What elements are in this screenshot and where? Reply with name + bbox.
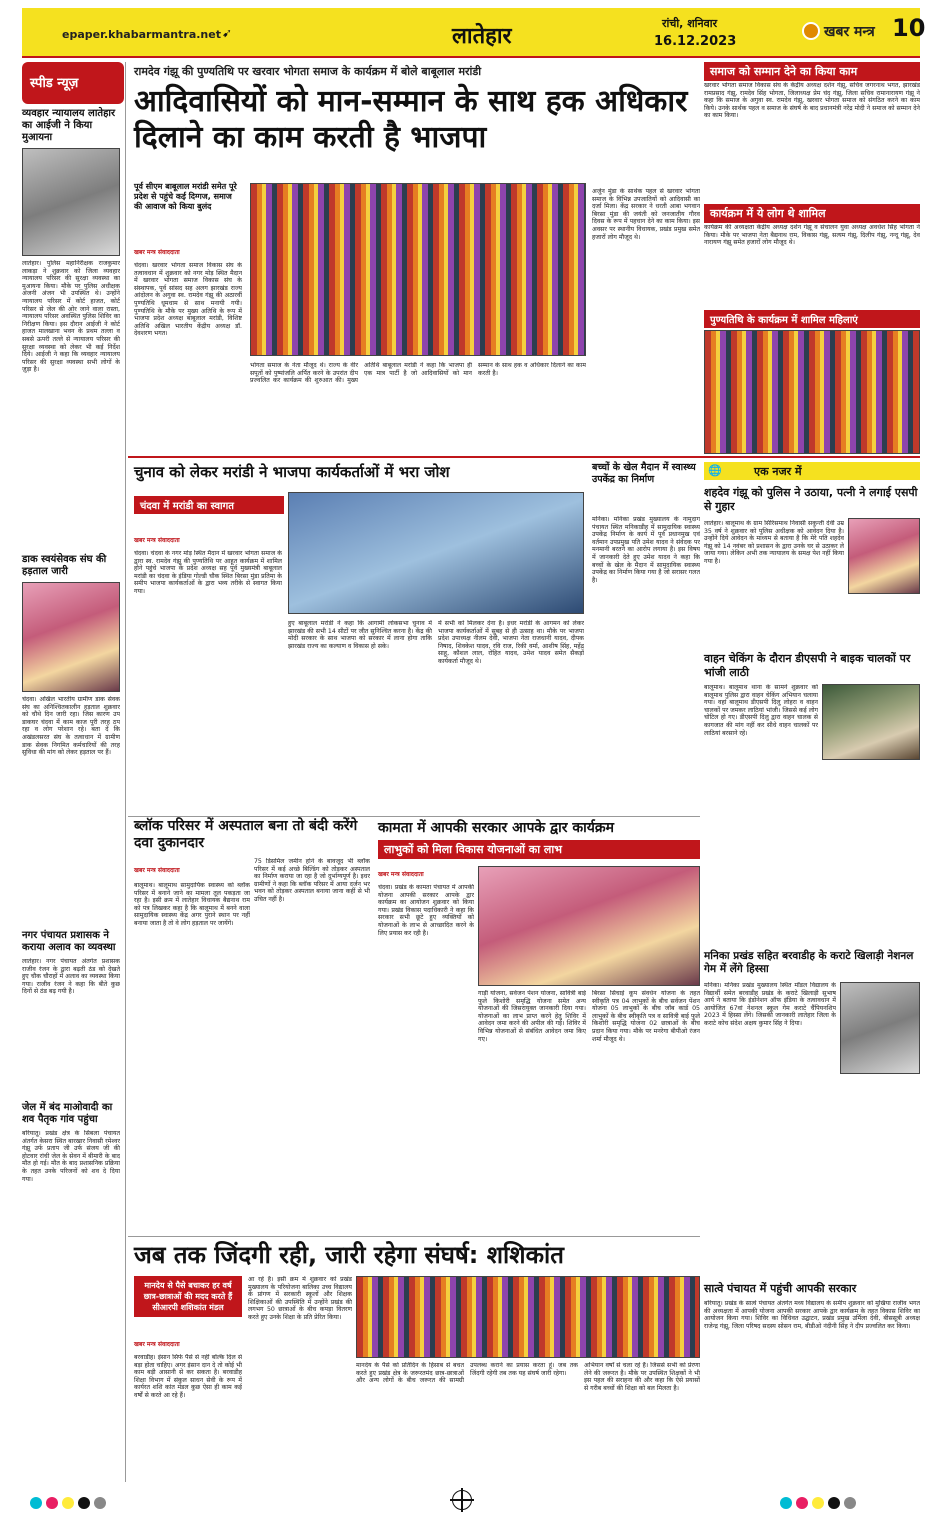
story5-headline: कामता में आपकी सरकार आपके द्वार कार्यक्रम	[378, 820, 614, 836]
left-headline-4: जेल में बंद माओवादी का शव पैतृक गांव पहुंचा	[22, 1102, 113, 1125]
section-rule-2	[128, 816, 700, 817]
story3-body: मनिका। मनिका प्रखंड मुख्यालय के नामुदाग पंचायत स्थित मनिकाडीह में सामुदायिक स्वास्थ्य उपकेंद्र निर्माण के कार्य में पूर्व प्रधानमुख एवं वर्तमान उपप्रमुख पति उमेश यादव ने संवेदक पर मनमानी बरतने का आरोप लगाया है। इस विषय में जानकारी देते हुए उमेश यादव ने कहा कि बच्चों के खेल के मैदान में सामुदायिक स्वास्थ्य उपकेंद्र का निर्माण किया गया है जो सरासर गलत है।	[592, 516, 700, 584]
right-banner-1: समाज को सम्मान देने का किया काम	[704, 62, 920, 81]
ek-nazar-headline-3: मनिका प्रखंड सहित बरवाडीह के कराटे खिलाड़ी नेशनल गेम में लेंगे हिस्सा	[704, 950, 914, 975]
karate-players-photo	[840, 982, 920, 1074]
footer-color-marks-right	[780, 1494, 860, 1513]
story6-body-4: अभियान वर्षों से चला रहे हैं। जिससे सभी को प्रेरणा लेने की जरूरत है। मौके पर उपस्थित शिक्षकों ने भी इस पहल की सराहना की और कहा कि ऐसे प्रयासों से गरीब बच्चों की शिक्षा को बल मिलता है।	[584, 1362, 700, 1392]
left-headline-3: नगर पंचायत प्रशासक ने कराया अलाव का व्यवस्था	[22, 930, 116, 953]
column-divider	[125, 62, 126, 1482]
issue-date: 16.12.2023	[654, 34, 737, 49]
ig-inspection-photo	[22, 148, 120, 256]
story6-body-1: बरवाडीह। इंसान सिर्फ पैसे से नहीं बल्कि दिल से बड़ा होता चाहिए। अगर इंसान दान दे तो कोई भी काम बड़ी आसानी से कर सकता है। बरवाडीह शिक्षा विभाग में संकुल साधन सेवी के रूप में कार्यरत शशि कांत मंडल कुछ ऐसा ही काम कई वर्षों से करते आ रहे हैं।	[134, 1354, 242, 1399]
story2-banner: चंदवा में मरांडी का स्वागत	[134, 496, 284, 514]
story6-headline: जब तक जिंदगी रही, जारी रहेगा संघर्ष: शशिकांत	[134, 1241, 564, 1269]
story3-headline: बच्चों के खेल मैदान में स्वास्थ्य उपकेंद्र का निर्माण	[592, 462, 696, 485]
ek-nazar-story-1: लातेहार। बालूमाथ के ग्राम सिरिसमाथ निवासी सकुन्ती देवी उम्र 35 वर्ष ने शुक्रवार को पुलिस अधीक्षक को आवेदन दिया है। उन्होंने दिये आवेदन के माध्यम से बताया है कि मेरे पति शहदेव गंझू को 14 नवंबर को प्रशासन के द्वारा उनके घर से उठाकर ले जाया गया। लेकिन अभी तक न्यायालय के समक्ष पेश नहीं किया गया है।	[704, 520, 844, 565]
footer-color-marks	[30, 1494, 110, 1513]
lead-headline: आदिवासियों को मान-सम्मान के साथ हक अधिकार दिलाने का काम करती है भाजपा	[134, 84, 688, 155]
masthead	[22, 8, 926, 58]
left-story-4: बरियातू। प्रखंड क्षेत्र के सिबला पंचायत अंतर्गत केसरा स्थित बारखार निवासी रमेश्वर गंझू उर्फ प्रताप जी उर्फ संजय जी की होटवार रांची जेल के सेवन में बीमारी के बाद मौत हो गई। मौत के बाद प्रशासनिक प्रक्रिया के तहत उनके परिजनों को शव दे दिया गया।	[22, 1130, 120, 1183]
story5-body-3: बिरसा सिंचाई कूप संवर्धन योजना के तहत स्वीकृति पत्र 04 लाभुकों के बीच सर्वजन पेंशन योजना 05 लाभुकों के बीच जॉब कार्ड 05 लाभुकों के बीच स्वीकृति पत्र व सावित्री बाई फुले किशोरी समृद्धि योजना 02 छात्राओं के बीच प्रदान किया गया। मौके पर मनरेगा बीपीओ रंजन शर्मा मौजूद थे।	[592, 990, 700, 1043]
postal-strike-photo	[22, 582, 120, 692]
vehicle-check-photo	[822, 684, 920, 760]
story4-body-1: बालूमाथ। बालूमाथ सामुदायिक स्वास्थ्य को ब्लॉक परिसर में बनाने जाने का मामला तूल पकड़ता जा रहा है। इसी क्रम में लातेहार विधायक बैद्यनाथ राम को पत्र लिखकर कहा है कि बालूमाथ में बनने वाला सामुदायिक स्वास्थ्य केंद्र अगर पुराने स्थान पर नहीं बनाया जाता है तो वे लोग हड़ताल पर जायेंगे।	[134, 882, 250, 927]
shashikant-event-photo	[356, 1276, 700, 1358]
story4-body-2: 75 डिसमिल जमीन होने के बावजूद भी ब्लॉक परिसर में कई अच्छे बिल्डिंग को तोड़कर अस्पताल का निर्माण कराया जा रहा है जो दुर्भाग्यपूर्ण है। इधर ग्रामीणों ने कहा कि ब्लॉक परिसर में आया दर्जन भर भवन को तोड़कर अस्पताल बनाया जाना कहीं से भी उचित नहीं है।	[254, 858, 370, 903]
page-number: 10	[892, 14, 926, 42]
story2-body-1: चंदवा। चंदवा के नगर मोड़ स्थित मैदान में खरवार भोगता समाज के द्वारा स्व. रामदेव गंझू की पुण्यतिथि पर आहूत कार्यक्रम में शामिल होने पहुंचे भाजपा के प्रदेश अध्यक्ष सह पूर्व मुख्यमंत्री बाबूलाल मरांडी का चंदवा के इंडिया गोल्डी चौक स्थित बिरसा मुंडा प्रतिमा के समीप भाजपा कार्यकर्ताओं के द्वारा भव्य तरीके से स्वागत किया गया।	[134, 550, 282, 595]
story5-byline: खबर मन्त्र संवाददाता	[378, 871, 424, 878]
lead-body-2: भोगता समाज के नेता मौजूद थे। राज्य के वीर सपूतों को पुष्पांजलि अर्पित करने के उपरांत दीप प्रज्वलित कर कार्यक्रम की शुरुआत की। मुख्य अतिथि बाबूलाल मरांडी ने कहा कि भाजपा ही एक मात्र पार्टी है जो आदिवासियों को मान सम्मान के साथ हक व अधिकार दिलाने का काम करती है।	[250, 362, 586, 385]
section-rule-3	[128, 1236, 700, 1237]
camp-beneficiaries-photo	[478, 866, 700, 986]
lead-body-1: चंदवा। खरवार भोगता समाज विकास संघ के तत्वावधान में शुक्रवार को नगर मोड़ स्थित मैदान में खरवार भोगता समाज विकास संघ के संस्थापक, पूर्व सांसद सह अलग झारखंड राज्य आंदोलन के अगुवा स्व. रामदेव गंझू की अठारवीं पुण्यतिथि धूमधाम से साथ मनायी गयी। पुण्यतिथि के मौके पर मुख्य अतिथि के रूप में भाजपा प्रदेश अध्यक्ष बाबूलाल मरांडी, विशिष्ट अतिथि अखिल भारतीय केंद्रीय अध्यक्ष डॉ. देवशरण भगत।	[134, 262, 242, 338]
story5-body-1: चंदवा। प्रखंड के कामता पंचायत में आपकी योजना आपकी सरकार आपके द्वार कार्यक्रम का आयोजन शुक्रवार को किया गया। प्रखंड विकास पदाधिकारी ने कहा कि सरकार सभी छूटे हुए व्यक्तियों को योजनाओं के लाभ से आच्छादित करने के लिए प्रयास कर रही है।	[378, 884, 474, 937]
right-text-1: खरवार भोगता समाज विकास संघ के केंद्रीय अध्यक्ष दर्शन गंझू, सचिव जगरनाथ भगत, झारखंड रामप्रसाद गंझू, रामदेव सिंह भोगता, जिलाध्यक्ष प्रेम चंद गंझू, जिला सचिव रामानारायण गंझू ने कहा कि समाज के अगुवा स्व. रामदेव गंझू, खरवार भोगता समाज को संगठित करने का काम किये। उनके सार्थक पहल व समाज के संघर्ष के बाद प्रधानमंत्री नरेंद्र मोदी ने समाज को सम्मान देने का काम किया।	[704, 82, 920, 120]
lead-kicker: रामदेव गंझू की पुण्यतिथि पर खरवार भोगता समाज के कार्यक्रम में बोले बाबूलाल मरांडी	[134, 65, 482, 78]
city-day: रांची, शनिवार	[662, 17, 718, 30]
lead-main-photo	[250, 183, 586, 356]
story4-byline: खबर मन्त्र संवाददाता	[134, 867, 180, 874]
ek-nazar-label: एक नजर में	[754, 465, 802, 478]
left-headline-1: व्यवहार न्यायालय लातेहार का आईजी ने किया मुआयना	[22, 108, 116, 143]
marandi-welcome-photo	[288, 492, 584, 614]
left-story-1: लातेहार। पुलिस महानिरीक्षक राजकुमार लाकड़ा ने शुक्रवार को जिला व्यवहार न्यायालय परिसर की सुरक्षा व्यवस्था का मुआयना किया। मौके पर पुलिस अधीक्षक अंजनी अंजन भी उपस्थित थे। उन्होंने न्यायालय परिसर में कोर्ट हाजत, कोर्ट परिसर से जेल की ओर जाने वाला रास्ता, न्यायालय परिसर अवस्थित पुलिस शिविर का निरीक्षण किया। इस दौरान आईजी ने कोर्ट हाजत मालखाना भवन के प्रथम तल्ला व सबसे ऊपरी तल्ले से न्यायालय परिसर की सुरक्षा व्यवस्था को लेकर भी कई निर्देश दिये। आईजी ने कहा कि व्यवहार न्यायालय परिसर की सुरक्षा व्यवस्था सभी लोगों के ज़ुड़ा है।	[22, 260, 120, 374]
wife-petition-photo	[848, 518, 920, 594]
story5-banner: लाभुकों को मिला विकास योजनाओं का लाभ	[378, 840, 700, 859]
ek-nazar-story-3: मनिका। मनिका प्रखंड मुख्यालय स्थित मॉडल विद्यालय के विद्यार्थी समेत बरवाडीह प्रखंड के कराटे खिलाड़ी सुभाष आर्य ने बताया कि इंडोनेशन ऑफ इंडिया के तत्वावधान में आयोजित 67वां नेशनल स्कूल गेम कराटे चैंपियनशिप 2023 में हिस्सा लेंगे। जिसकी जानकारी लातेहार जिला के कराटे कोच संदेश अक्षय कुमार सिंह ने दिया।	[704, 982, 836, 1027]
ek-nazar-headline-2: वाहन चेकिंग के दौरान डीएसपी ने बाइक चालकों पर भांजी लाठी	[704, 652, 911, 679]
section-name: लातेहार	[452, 24, 512, 49]
speed-news-label: स्पीड न्यूज़	[30, 76, 79, 91]
lead-body-3: अर्जुन मुंडा के सार्थक पहल से खरवार भोगता समाज के विभिन्न उपजातियों को आदिवासी का दर्जा मिला। केंद्र सरकार ने धरती आबा भगवान बिरसा मुंडा की जयंती को जनजातीय गौरव दिवस के रूप में पहचान देने का काम किया। इस अवसर पर स्थानीय विधायक, प्रखंड प्रमुख समेत हजारों लोग मौजूद थे।	[592, 188, 700, 241]
speed-news-logo	[22, 62, 124, 104]
brand-logo-icon	[802, 22, 820, 40]
story4-headline: ब्लॉक परिसर में अस्पताल बना तो बंदी करेंगे दवा दुकानदार	[134, 818, 358, 851]
ek-nazar-headline-4: सात्वे पंचायत में पहुंची आपकी सरकार	[704, 1282, 857, 1295]
masthead-url[interactable]: epaper.khabarmantra.net	[62, 28, 221, 41]
ek-nazar-header	[704, 462, 920, 480]
story6-byline: खबर मन्त्र संवाददाता	[134, 1341, 180, 1348]
registration-mark-icon	[452, 1490, 472, 1510]
lead-byline: खबर मन्त्र संवाददाता	[134, 249, 180, 256]
story5-body-2: गाड़ी योजना, सर्वजन पेंशन योजना, सावित्री बाई फुले किशोरी समृद्धि योजना समेत अन्य योजनाओं की जिसरायुक्त जानकारी दिया गया। योजनाओं का लाभ प्राप्त करने हेतु शिविर में आवेदन जमा करने की अपील की गई। शिविर में विभिन्न योजनाओं से संबंधित आवेदन जमा किए गए।	[478, 990, 586, 1043]
ek-nazar-story-2: बालूमाथ। बालूमाथ थाना के सामने शुक्रवार को बालूमाथ पुलिस द्वारा वाहन चेकिंग अभियान चलाया गया। वहां बालूमाथ डीएसपी दिलु लोहरा व वाहन चालकों पर जमकर लाठियां भांजी। जिससे कई लोग चोटिल हो गए। डीएसपी दिलु द्वारा वाहन चालक से कागजात की मांग नहीं कर सीधे वाहन चालकों पर लाठियां बरसाने रहे।	[704, 684, 818, 737]
story2-body-3: में सभी को मिलकर देना है। इधर मरांडी के आगमन को लेकर भाजपा कार्यकर्ताओं में सुबह से ही उत्साह था। मौके पर भाजपा प्रदेश उपाध्यक्ष नीलम देवी, भाजपा नेता राजधानी यादव, दीपक निषाद, शिवकेश यादव, रवि राज, रिकी वर्मा, आशीष सिंह, महेंद्र साहू, कौशल लाल, रोहित यादव, उमेश यादव समेत सैकड़ों कार्यकर्ता मौजूद थे।	[438, 620, 584, 665]
cursor-icon: ➹	[222, 26, 233, 40]
women-event-photo	[704, 330, 920, 454]
left-column	[22, 108, 120, 1483]
ek-nazar-logo-icon: 🌐	[708, 464, 722, 477]
story2-headline: चुनाव को लेकर मरांडी ने भाजपा कार्यकर्ताओं में भरा जोश	[134, 463, 450, 481]
left-story-3: लातेहार। नगर पंचायत अंतर्गत प्रशासक राजीव रंजन के द्वारा बढ़ती ठंड को देखते हुए चौक चौराहों में अलाव का व्यवस्था किया गया। राजीव रंजन ने कहा कि बीते कुछ दिनों से ठंड बढ़ गयी है।	[22, 958, 120, 996]
story6-banner: मानदेय से पैसे बचाकर हर वर्ष छात्र-छात्राओं की मदद करते हैं सीआरपी शशिकांत मंडल	[134, 1276, 242, 1317]
lead-subhead: पूर्व सीएम बाबूलाल मरांडी समेत पूरे प्रदेश से पहुंचे कई दिग्गज, समाज की आवाज को किया बुलंद	[134, 182, 237, 211]
story6-body-2: आ रहे है। इसी क्रम में शुक्रवार को प्रखंड मुख्यालय के परियोजना बालिका उच्च विद्यालय के प्रांगण में सरकारी स्कूलों और शिक्षक शिक्षिकाओं की उपस्थिति में उन्होंने प्रखंड की लगभग 50 छात्राओं के बीच कपड़ा वितरण करते हुए उनके शिक्षा के प्रति प्रेरित किया।	[248, 1276, 352, 1321]
right-banner-2: कार्यक्रम में ये लोग थे शामिल	[704, 204, 920, 223]
left-headline-2: डाक स्वयंसेवक संघ की हड़ताल जारी	[22, 554, 107, 577]
ek-nazar-headline-1: शहदेव गंझू को पुलिस ने उठाया, पत्नी ने लगाई एसपी से गुहार	[704, 486, 918, 513]
right-banner-3: पुण्यतिथि के कार्यक्रम में शामिल महिलाएं	[704, 310, 920, 328]
ek-nazar-story-4: बरियातू। प्रखंड के सात्वे पंचायत अंतर्गत मध्य विद्यालय के समीप शुक्रवार को मुखिया राजीव भगत की अध्यक्षता में आपकी योजना आपकी सरकार आपके द्वार कार्यक्रम के तहत विकास शिविर का आयोजन किया गया। शिविर का विधिवत उद्घाटन, प्रखंड प्रमुख उर्मिला देवी, बीससूत्री अध्यक्ष राजेन्द्र गंझू, जिला परिषद सदस्य सोसन राम, बीडीओ नंदीनी सिंह ने दीप प्रज्वलित कर किया।	[704, 1300, 920, 1330]
section-rule-1	[128, 456, 920, 458]
story6-body-3: मानदेय के पैसे को प्रतिदिन के हिसाब से बचत करते हुए प्रखंड क्षेत्र के जरूरतमंद छात्र-छात्राओं और अन्य लोगों के बीच जरूरत की सामग्री उपलब्ध कराने का प्रयास करता हूं। जब तक जिंदगी रहेगी तब तक यह संघर्ष जारी रहेगा।	[356, 1362, 578, 1385]
story2-body-2: हुए बाबूलाल मरांडी ने कहा कि आगामी लोकसभा चुनाव में झारखंड की सभी 14 सीटों पर जीत सुनिश्चित करना है। केंद्र की मोदी सरकार के साथ भाजपा को सरकार में लाना होगा ताकि झारखंड राज्य का कल्याण व विकास हो सके।	[288, 620, 432, 650]
brand-name: खबर मन्त्र	[824, 24, 875, 40]
story2-byline: खबर मन्त्र संवाददाता	[134, 537, 180, 544]
right-text-2: कार्यक्रम की अध्यक्षता केंद्रीय अध्यक्ष दर्शन गंझू व संचालन युवा अध्यक्ष अवधेश सिंह भोगता ने किया। मौके पर भाजपा नेता बैद्यनाथ राम, विकास गंझू, सत्यम गंझू, दिलीप गंझू, नन्दू गंझू, देव नारायण गंझू समेत हजारों लोग मौजूद थे।	[704, 224, 920, 247]
left-story-2: चंदवा। अखिल भारतीय ग्रामीण डाक सेवक संघ का अनिश्चितकालीन हड़ताल शुक्रवार को चौथे दिन जारी रहा। जिस कारण उप डाकघर चंदवा में काम काज पूरी तरह ठप रहा व लोग परेशान रहे। बता दें कि अखंडलसरत संघ के तत्वाधान में ग्रामीण डाक सेवक निगमित कर्मचारियों की तरह सुविधा की मांग को लेकर हड़ताल पर हैं।	[22, 696, 120, 757]
